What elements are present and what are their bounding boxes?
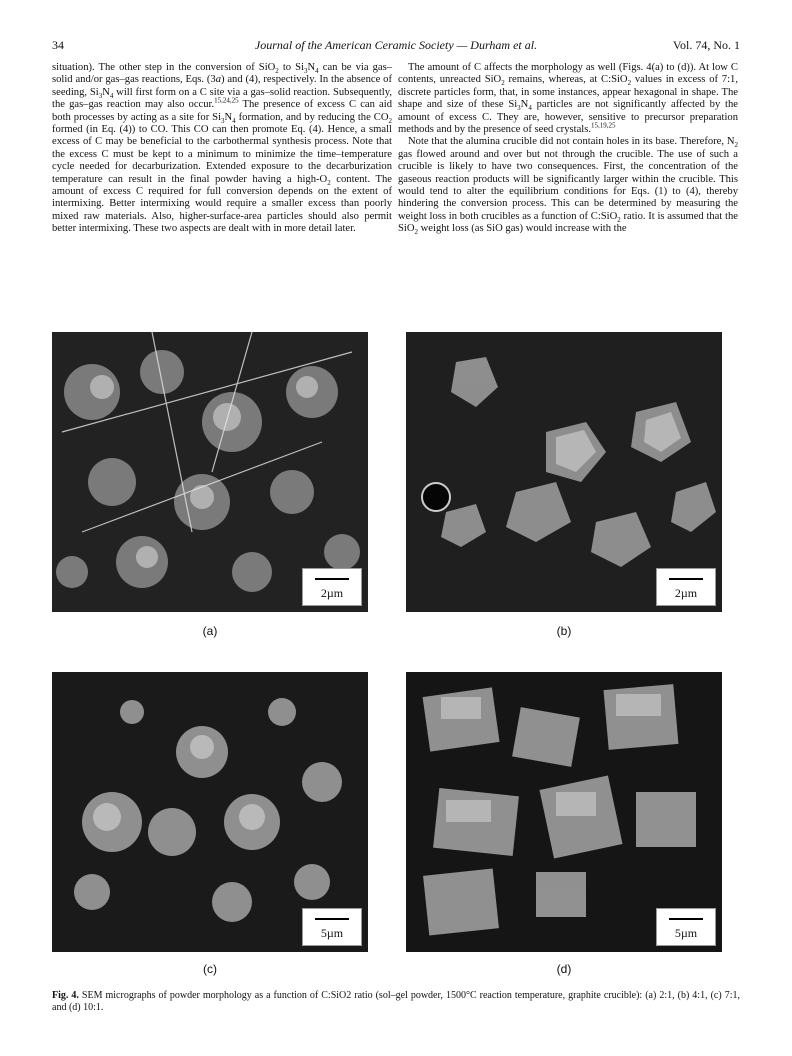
scale-bar-label: 5µm	[674, 926, 698, 940]
left-column	[52, 62, 392, 236]
sem-micrograph-c	[52, 672, 368, 952]
figure-label-b: (b)	[556, 624, 572, 638]
right-column	[398, 62, 738, 236]
caption-prefix: Fig. 4.	[52, 990, 79, 1001]
scale-bar-label: 2µm	[674, 586, 698, 600]
figure-label-a: (a)	[202, 624, 218, 638]
paragraph: situation). The other step in the conversion of SiO$_2$ to $Si_3N_4$ can be via gas–solid and/or gas–gas reactions, Eqs. (3a) and (4), respectively. In the absence of seeding, $Si_3N_4$ will first form on a C site via a gas–solid reaction. Subsequently, the gas–gas reaction may also occur.$^{15,24,25}$ The presence of excess C can aid both processes by acting as a site for $Si_3N_4$ formation, and by reducing the $CO_2$ formed (in Eq. (4)) to CO. This CO can then promote Eq. (4). Hence, a small excess of C may be beneficial to the carbothermal synthesis process. Note that the excess C must be kept to a minimum to minimize the time–temperature cycle needed for decarburization. Extended exposure to the decarburization temperature can result in the final powder having a high-$O_2$ content. The amount of excess C required for full conversion depends on the extent of intermixing. Better intermixing would require a smaller excess than poorly mixed raw materials. Also, higher-surface-area particles should also permit better intermixing. These two aspects are dealt with in more detail later.	[52, 62, 393, 235]
scale-bar	[656, 568, 716, 606]
paragraph: Note that the alumina crucible did not contain holes in its base. Therefore, $N_2$ gas flowed around and over but not through the crucible. The use of such a crucible is likely to have two consequences. First, the concentration of the gaseous reaction products will be significantly larger within the crucible. This would tend to alter the equilibrium conditions for Eqs. (1) to (4), thereby hindering the conversion process. This can be determined by measuring the weight loss in both crucibles as a function of C:SiO$_2$ ratio. It is assumed that the SiO$_2$ weight loss (as SiO gas) would increase with the	[398, 136, 738, 237]
scale-bar	[656, 908, 716, 946]
running-header	[52, 38, 740, 54]
figure-label-d: (d)	[556, 962, 572, 976]
figure-caption	[52, 990, 740, 1014]
sem-micrograph-b	[406, 332, 722, 612]
caption-text: SEM micrographs of powder morphology as a function of C:SiO2 ratio (sol–gel powder, 1500°C reaction temperature, graphite crucible): (a) 2:1, (b) 4:1, (c) 7:1, and (d) 10:1.	[52, 990, 740, 1013]
paragraph: The amount of C affects the morphology as well (Figs. 4(a) to (d)). At low C contents, unreacted SiO$_2$ remains, whereas, at C:SiO$_2$ values in excess of 7:1, discrete particles form, that, in some instances, appear hexagonal in shape. The shape and size of these $Si_3N_4$ particles are not significantly affected by the amount of excess C. They are, however, sensitive to precursor preparation methods and by the presence of seed crystals.$^{15,19,25}$	[398, 62, 738, 136]
scale-bar-line	[315, 918, 349, 920]
scale-bar	[302, 908, 362, 946]
scale-bar-line	[669, 578, 703, 580]
sem-micrograph-d	[406, 672, 722, 952]
scale-bar-line	[315, 578, 349, 580]
scale-bar	[302, 568, 362, 606]
scale-bar-label: 5µm	[320, 926, 344, 940]
scale-bar-line	[669, 918, 703, 920]
scale-bar-label: 2µm	[320, 586, 344, 600]
page-number: 34	[52, 38, 64, 52]
figure-label-c: (c)	[203, 962, 217, 976]
journal-title: Journal of the American Ceramic Society — Durham et al.	[254, 38, 538, 52]
sem-micrograph-a	[52, 332, 368, 612]
volume-issue: Vol. 74, No. 1	[672, 38, 740, 52]
